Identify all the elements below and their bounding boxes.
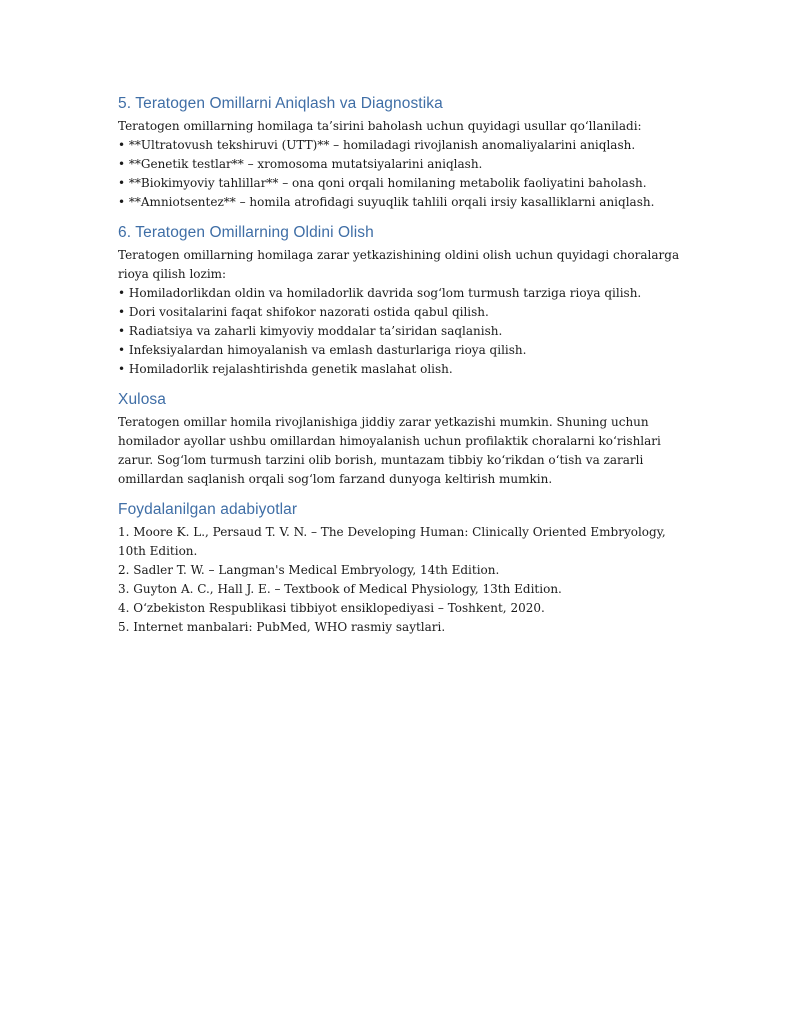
section-intro: Teratogen omillarning homilaga zarar yetkazishining oldini olish uchun quyidagi choralarga rioya qilish lozim:	[118, 248, 680, 281]
reference-item: 1. Moore K. L., Persaud T. V. N. – The Developing Human: Clinically Oriented Embryology, 10th Edition.	[118, 525, 666, 558]
list-item: • **Ultratovush tekshiruvi (UTT)** – homiladagi rivojlanish anomaliyalarini aniqlash.	[118, 138, 636, 152]
section-intro: Teratogen omillarning homilaga ta’sirini baholash uchun quyidagi usullar qo‘llaniladi:	[118, 119, 642, 133]
bullet-list	[118, 284, 690, 379]
bullet-list	[118, 136, 690, 212]
section-heading: Xulosa	[118, 391, 166, 408]
list-item: • Homiladorlikdan oldin va homiladorlik davrida sog‘lom turmush tarziga rioya qilish.	[118, 286, 642, 300]
list-item: • Dori vositalarini faqat shifokor nazorati ostida qabul qilish.	[118, 305, 489, 319]
document-page	[118, 93, 690, 637]
list-item: • **Amniotsentez** – homila atrofidagi suyuqlik tahlili orqali irsiy kasalliklarni aniqlash.	[118, 195, 655, 209]
section-heading: Foydalanilgan adabiyotlar	[118, 501, 298, 518]
section-conclusion	[118, 389, 690, 489]
reference-item: 3. Guyton A. C., Hall J. E. – Textbook of Medical Physiology, 13th Edition.	[118, 582, 562, 596]
list-item: • Homiladorlik rejalashtirishda genetik maslahat olish.	[118, 362, 453, 376]
conclusion-paragraph: Teratogen omillar homila rivojlanishiga jiddiy zarar yetkazishi mumkin. Shuning uchun homilador ayollar ushbu omillardan himoyalanish uchun profilaktik choralarni ko‘rishlari zarur. Sog‘lom turmush tarzini olib borish, muntazam tibbiy ko‘rikdan o‘tish va zararli omillardan saqlanish orqali sog‘lom farzand dunyoga keltirish mumkin.	[118, 415, 661, 486]
reference-item: 4. O‘zbekiston Respublikasi tibbiyot ensiklopediyasi – Toshkent, 2020.	[118, 601, 545, 615]
section-heading: 6. Teratogen Omillarning Oldini Olish	[118, 224, 374, 241]
section-references	[118, 499, 690, 637]
list-item: • **Biokimyoviy tahlillar** – ona qoni orqali homilaning metabolik faoliyatini baholash.	[118, 176, 647, 190]
reference-item: 5. Internet manbalari: PubMed, WHO rasmiy saytlari.	[118, 620, 446, 634]
section-diagnostics	[118, 93, 690, 212]
section-heading: 5. Teratogen Omillarni Aniqlash va Diagnostika	[118, 95, 443, 112]
reference-item: 2. Sadler T. W. – Langman's Medical Embryology, 14th Edition.	[118, 563, 500, 577]
list-item: • **Genetik testlar** – xromosoma mutatsiyalarini aniqlash.	[118, 157, 483, 171]
section-prevention	[118, 222, 690, 379]
references-list	[118, 523, 690, 637]
list-item: • Infeksiyalardan himoyalanish va emlash dasturlariga rioya qilish.	[118, 343, 527, 357]
list-item: • Radiatsiya va zaharli kimyoviy moddalar ta’siridan saqlanish.	[118, 324, 503, 338]
